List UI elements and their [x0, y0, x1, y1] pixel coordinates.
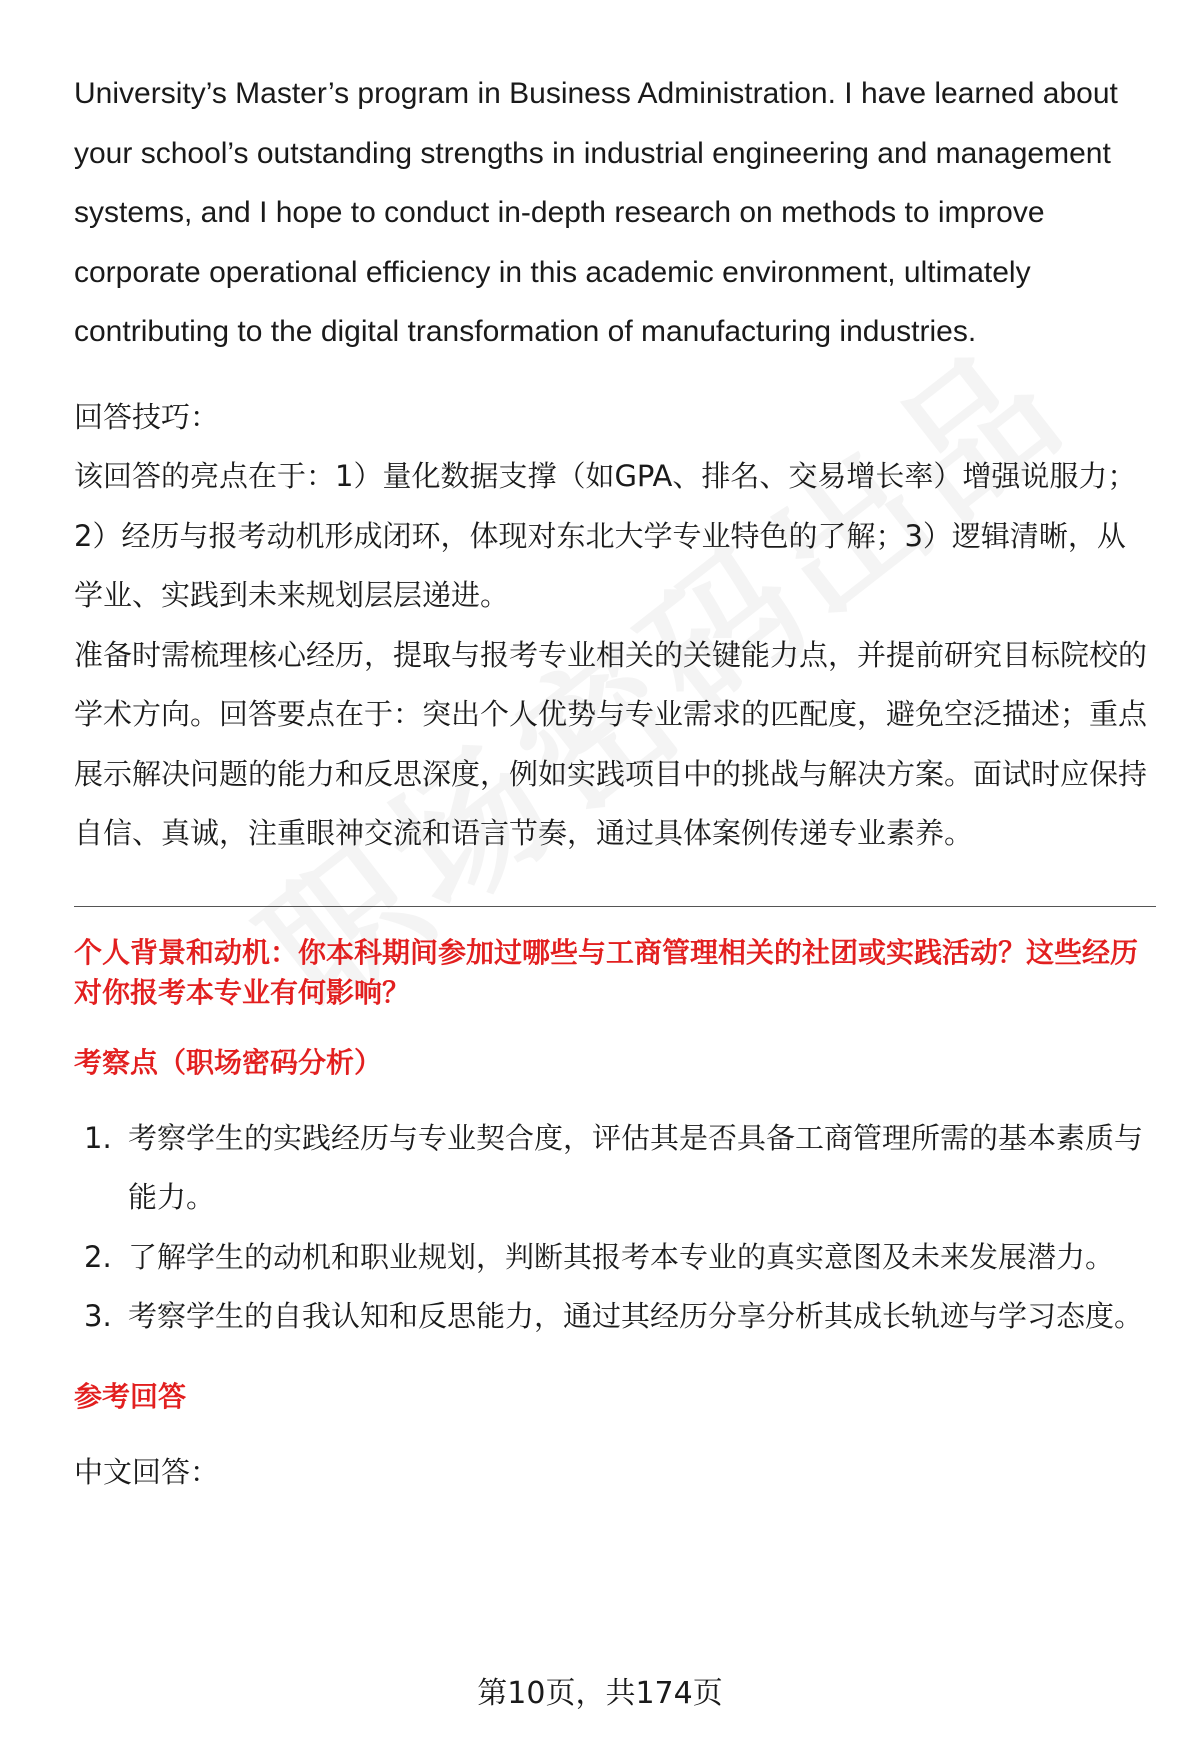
section-divider [74, 906, 1156, 907]
tips-title: 回答技巧： [74, 399, 220, 434]
list-item-text: 了解学生的动机和职业规划，判断其报考本专业的真实意图及未来发展潜力。 [128, 1239, 1115, 1274]
interview-question: 个人背景和动机：你本科期间参加过哪些与工商管理相关的社团或实践活动？这些经历对你报考本专业有何影响？ [74, 935, 1139, 1009]
reference-answer-title: 参考回答 [74, 1379, 187, 1413]
document-page [74, 64, 1154, 1502]
list-item [74, 1228, 1154, 1288]
list-item-number: 3. [84, 1299, 112, 1333]
assessment-title: 考察点（职场密码分析） [74, 1045, 383, 1079]
tips-paragraph-2: 准备时需梳理核心经历，提取与报考专业相关的关键能力点，并提前研究目标院校的学术方向。回答要点在于：突出个人优势与专业需求的匹配度，避免空泛描述；重点展示解决问题的能力和反思深度，例如实践项目中的挑战与解决方案。面试时应保持自信、真诚，注重眼神交流和语言节奏，通过具体案例传递专业素养。 [74, 637, 1148, 850]
page-indicator: 第10页，共174页 [477, 1676, 723, 1711]
tips-paragraph-1: 该回答的亮点在于：1）量化数据支撑（如GPA、排名、交易增长率）增强说服力；2）经历与报考动机形成闭环，体现对东北大学专业特色的了解；3）逻辑清晰，从学业、实践到未来规划层层递进。 [74, 459, 1137, 612]
list-item-text: 考察学生的实践经历与专业契合度，评估其是否具备工商管理所需的基本素质与能力。 [128, 1120, 1144, 1214]
list-item-text: 考察学生的自我认知和反思能力，通过其经历分享分析其成长轨迹与学习态度。 [128, 1299, 1144, 1333]
list-item [74, 1109, 1154, 1228]
list-item-number: 1. [84, 1120, 112, 1155]
english-answer-paragraph: University’s Master’s program in Business Administration. I have learned about your school’s outstanding strengths in industrial engineering and management systems, and I hope to conduct in-depth research on methods to improve corporate operational efficiency in this academic environment, ultimately contributing to the digital transformation of manufacturing industries. [74, 77, 1118, 348]
chinese-answer-label: 中文回答： [74, 1454, 220, 1489]
list-item [74, 1287, 1154, 1347]
list-item-number: 2. [84, 1239, 112, 1274]
assessment-points-list [74, 1109, 1154, 1347]
